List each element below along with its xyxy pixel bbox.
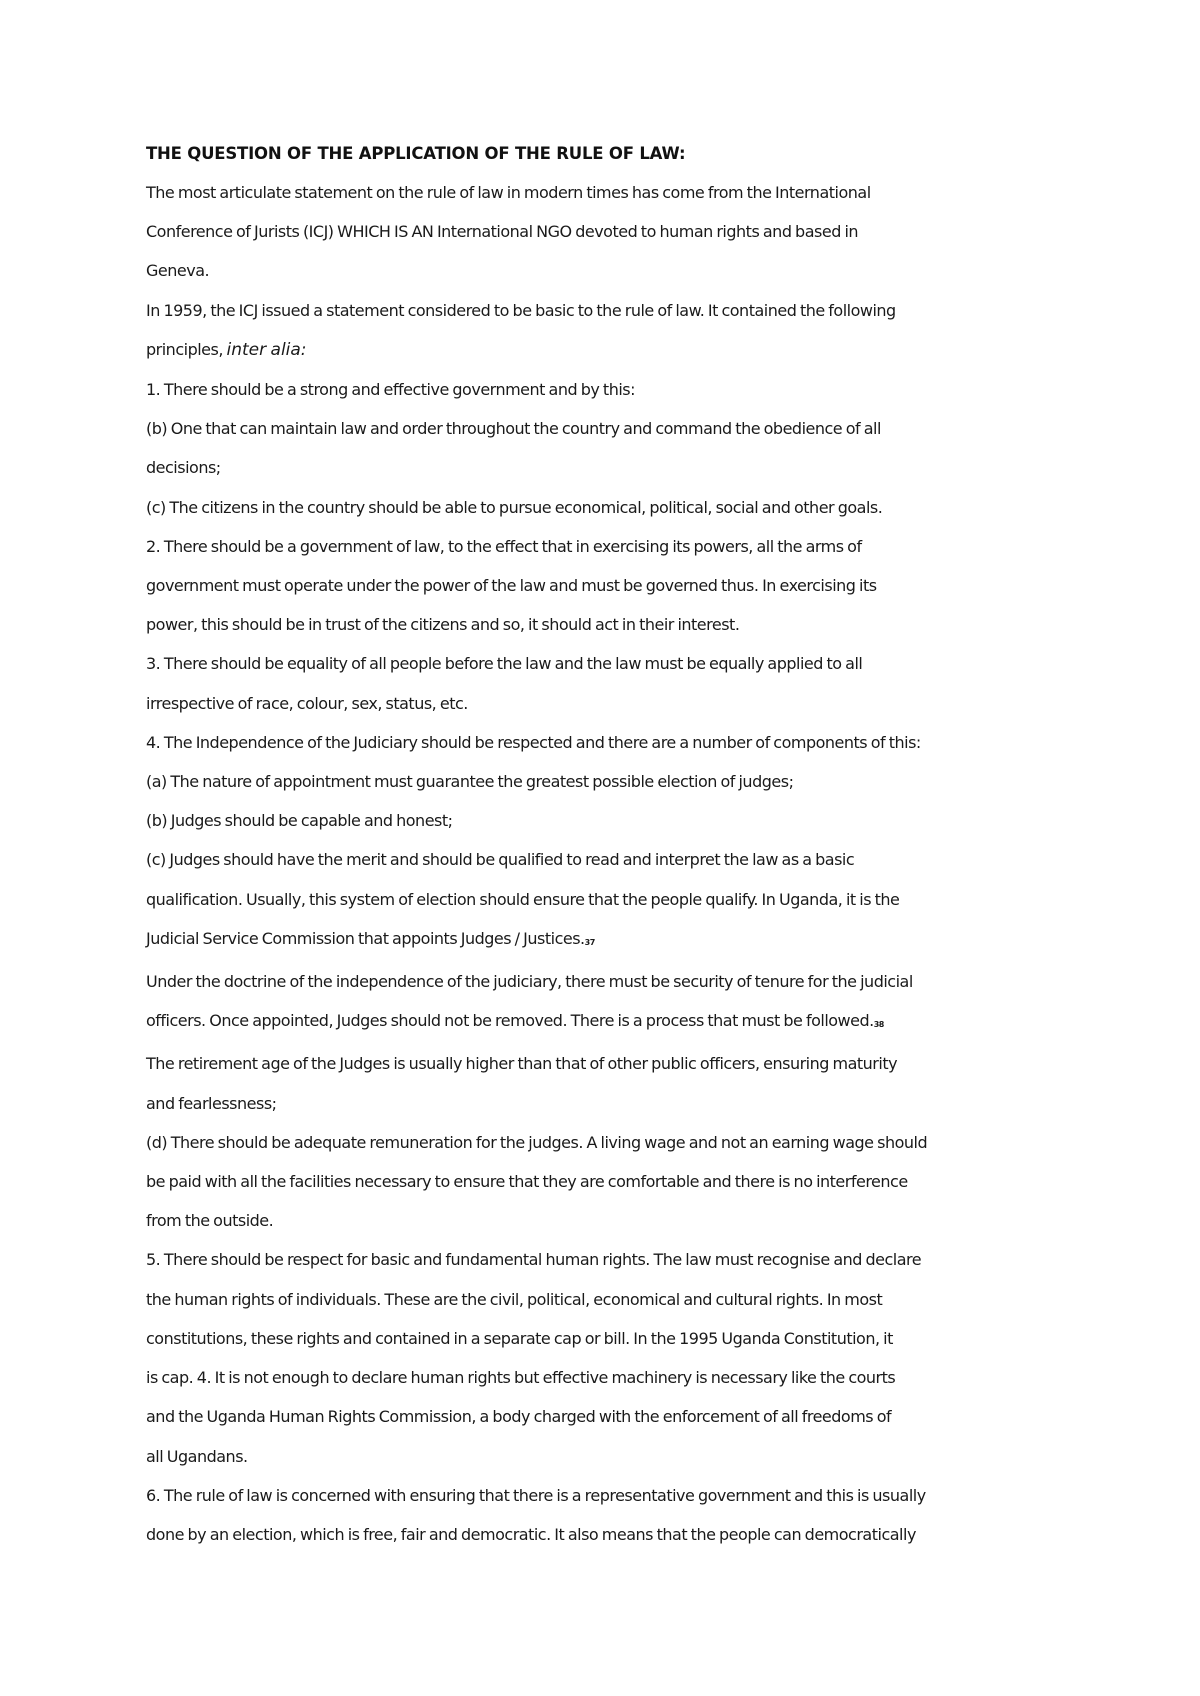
text-line: 5. There should be respect for basic and fundamental human rights. The law must recognise and declare: [146, 1250, 922, 1270]
text-line: 2. There should be a government of law, to the effect that in exercising its powers, all the arms of: [146, 536, 862, 556]
text-line: government must operate under the power of the law and must be governed thus. In exercising its: [146, 576, 877, 596]
text-line: power, this should be in trust of the citizens and so, it should act in their interest.: [146, 615, 740, 635]
document-body: [146, 135, 966, 1554]
document-heading: THE QUESTION OF THE APPLICATION OF THE RULE OF LAW:: [146, 144, 686, 163]
inter-alia-italic: inter alia:: [226, 339, 307, 360]
text-line: is cap. 4. It is not enough to declare human rights but effective machinery is necessary like the courts: [146, 1368, 896, 1388]
text-line: be paid with all the facilities necessary to ensure that they are comfortable and there is no interference: [146, 1172, 908, 1192]
text-line: (a) The nature of appointment must guarantee the greatest possible election of judges;: [146, 772, 794, 792]
text-line: (c) The citizens in the country should be able to pursue economical, political, social and other goals.: [146, 497, 883, 517]
text-line: 3. There should be equality of all people before the law and the law must be equally applied to all: [146, 654, 863, 674]
text-line: In 1959, the ICJ issued a statement considered to be basic to the rule of law. It contained the following: [146, 300, 896, 320]
text-line-principles: [146, 330, 966, 370]
text-line: done by an election, which is free, fair and democratic. It also means that the people can democratically: [146, 1524, 916, 1544]
text-line: (c) Judges should have the merit and should be qualified to read and interpret the law as a basic: [146, 850, 855, 870]
text-line: from the outside.: [146, 1211, 274, 1231]
text-line: The retirement age of the Judges is usually higher than that of other public officers, ensuring maturity: [146, 1054, 898, 1074]
text-line: (d) There should be adequate remuneration for the judges. A living wage and not an earning wage should: [146, 1132, 928, 1152]
line-text: Judicial Service Commission that appoints Judges / Justices.: [146, 928, 585, 948]
text-line: irrespective of race, colour, sex, status, etc.: [146, 693, 468, 713]
text-line-footnote-37: [146, 919, 966, 962]
text-line: 4. The Independence of the Judiciary should be respected and there are a number of components of this:: [146, 732, 921, 752]
text-line: qualification. Usually, this system of election should ensure that the people qualify. In Uganda, it is the: [146, 889, 900, 909]
text-line: decisions;: [146, 458, 221, 478]
line-text: officers. Once appointed, Judges should not be removed. There is a process that must be followed.: [146, 1011, 874, 1031]
principles-prefix: principles,: [146, 339, 227, 359]
text-line: 6. The rule of law is concerned with ensuring that there is a representative government and this is usually: [146, 1485, 926, 1505]
text-line: (b) Judges should be capable and honest;: [146, 811, 453, 831]
text-line: the human rights of individuals. These are the civil, political, economical and cultural rights. In most: [146, 1289, 883, 1309]
text-line-footnote-38: [146, 1001, 966, 1044]
text-line: all Ugandans.: [146, 1446, 248, 1466]
text-line: Conference of Jurists (ICJ) WHICH IS AN International NGO devoted to human rights and based in: [146, 222, 859, 242]
text-line: constitutions, these rights and contained in a separate cap or bill. In the 1995 Uganda Constitution, it: [146, 1328, 893, 1348]
text-line: and fearlessness;: [146, 1093, 277, 1113]
text-line: and the Uganda Human Rights Commission, a body charged with the enforcement of all freedoms of: [146, 1407, 892, 1427]
footnote-marker: 37: [584, 937, 595, 947]
text-line: 1. There should be a strong and effective government and by this:: [146, 380, 636, 400]
footnote-marker: 38: [873, 1020, 884, 1030]
text-line: Geneva.: [146, 261, 210, 281]
text-line: Under the doctrine of the independence of the judiciary, there must be security of tenure for the judicial: [146, 972, 913, 992]
text-line: The most articulate statement on the rule of law in modern times has come from the International: [146, 183, 871, 202]
text-line: (b) One that can maintain law and order throughout the country and command the obedience of all: [146, 419, 881, 439]
